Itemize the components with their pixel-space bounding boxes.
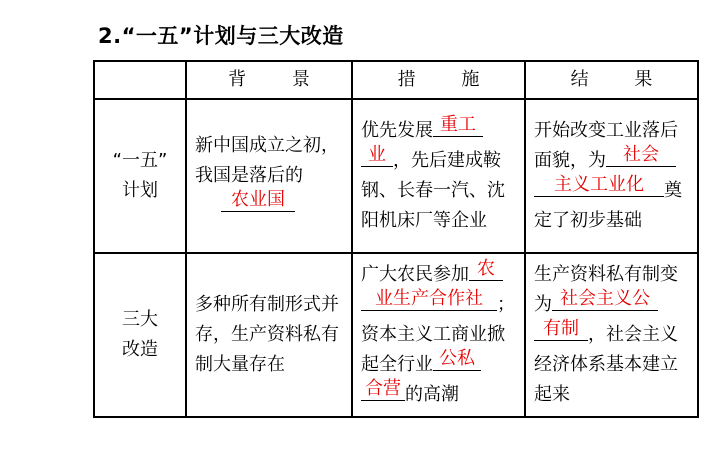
header-measures: 措 施 (352, 61, 525, 99)
background-cell: 新中国成立之初，我国是落后的 农业国 (186, 99, 352, 253)
measures-cell: 广大农民参加 农 业生产合作社 ；资本主义工商业掀起全行业 公私 合营 的高潮 (352, 253, 525, 417)
answer-blank: 业生产合作社 (361, 288, 497, 311)
measures-cell: 优先发展 重工 业 ，先后建成鞍钢、长春一汽、沈阳机床厂等企业 (352, 99, 525, 253)
answer-blank: 农 (469, 258, 503, 281)
answer-blank: 社会 (606, 144, 676, 167)
answer-blank: 社会主义公 (552, 288, 658, 311)
answer-blank: 有制 (534, 318, 588, 341)
row-title-first-five-year-plan: “一五” 计划 (94, 99, 186, 253)
header-result: 结 果 (525, 61, 698, 99)
answer-blank: 主义工业化 (534, 174, 664, 197)
answer-blank: 业 (361, 144, 393, 167)
comparison-table (93, 60, 699, 418)
table-row (94, 253, 698, 417)
answer-blank: 公私 (433, 348, 481, 371)
section-title: 2.“一五”计划与三大改造 (98, 24, 344, 48)
answer-blank: 合营 (361, 378, 405, 401)
background-cell: 多种所有制形式并存，生产资料私有制大量存在 (186, 253, 352, 417)
table-row (94, 99, 698, 253)
header-empty (94, 61, 186, 99)
header-background: 背 景 (186, 61, 352, 99)
answer-blank: 重工 (433, 114, 483, 137)
row-title-three-transformations: 三大 改造 (94, 253, 186, 417)
result-cell: 生产资料私有制变为 社会主义公 有制 ，社会主义经济体系基本建立起来 (525, 253, 698, 417)
header-row (94, 61, 698, 99)
answer-blank: 农业国 (221, 189, 295, 212)
result-cell: 开始改变工业落后面貌，为 社会 主义工业化 奠定了初步基础 (525, 99, 698, 253)
